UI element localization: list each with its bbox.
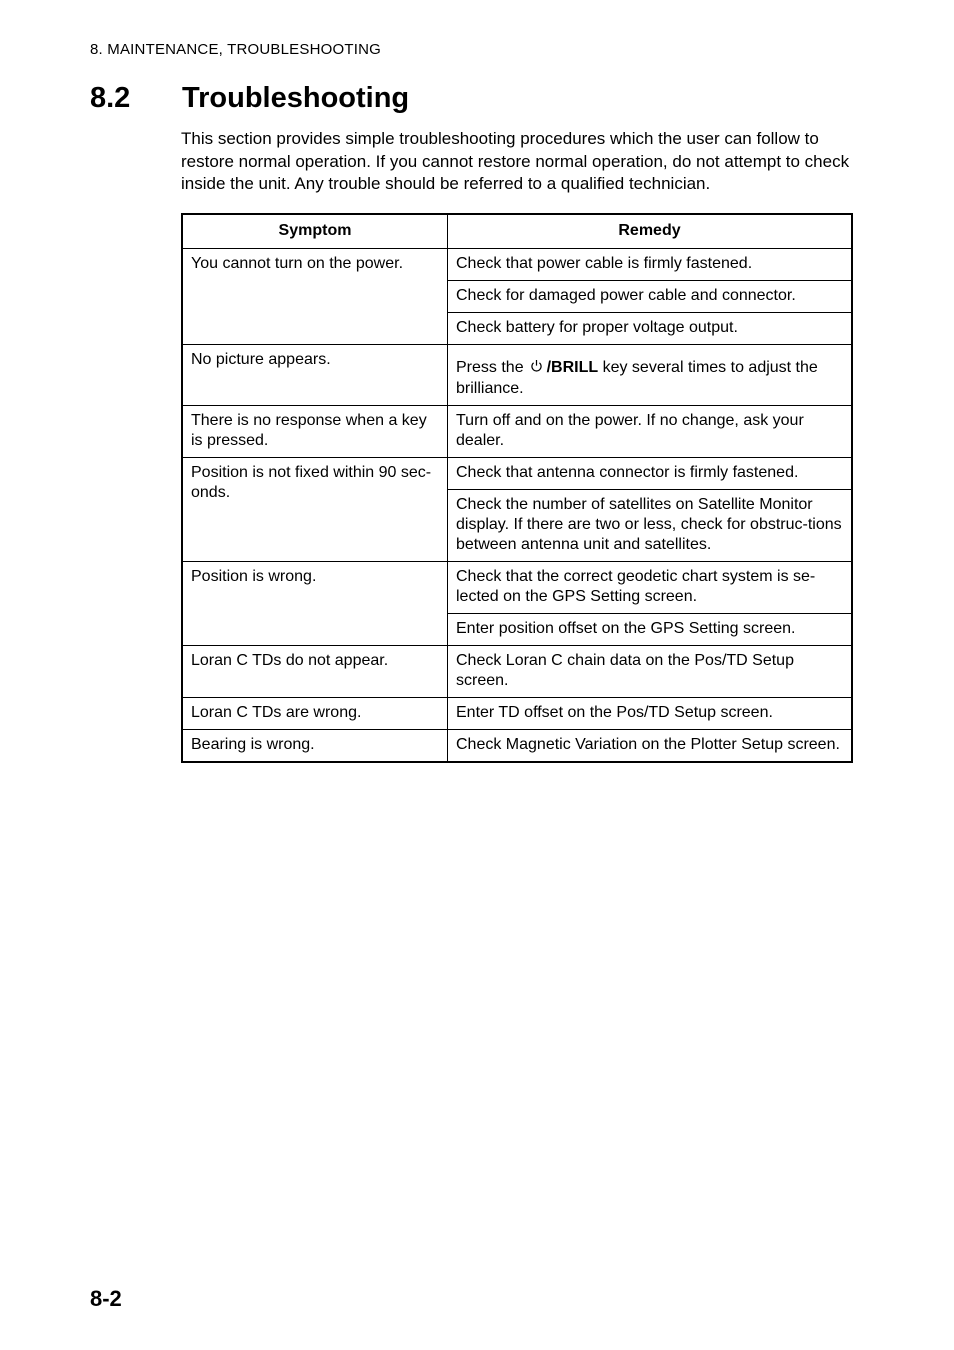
section-number: 8.2: [90, 82, 131, 114]
remedy-cell: Check Magnetic Variation on the Plotter Setup screen.: [448, 730, 853, 763]
remedy-cell: Enter TD offset on the Pos/TD Setup screen.: [448, 698, 853, 730]
symptom-cell: Loran C TDs do not appear.: [182, 646, 448, 698]
troubleshooting-table: [181, 213, 853, 763]
table-row: [182, 345, 852, 406]
remedy-cell: Check that the correct geodetic chart system is se-lected on the GPS Setting screen.: [448, 562, 853, 614]
remedy-cell: Check the number of satellites on Satellite Monitor display. If there are two or less, check for obstruc-tions between antenna unit and satellites.: [448, 490, 853, 562]
remedy-cell: Check Loran C chain data on the Pos/TD Setup screen.: [448, 646, 853, 698]
remedy-cell: [448, 345, 853, 406]
remedy-text: Press the: [456, 359, 524, 376]
remedy-cell: Check that antenna connector is firmly fastened.: [448, 458, 853, 490]
intro-paragraph: This section provides simple troubleshooting procedures which the user can follow to restore normal operation. If you cannot restore normal operation, do not attempt to check inside the unit. Any trouble should be referred to a qualified technician.: [181, 129, 850, 193]
table-row: [182, 730, 852, 763]
symptom-cell: Position is not fixed within 90 sec-onds.: [182, 458, 448, 562]
table-row: [182, 562, 852, 614]
table-row: [182, 646, 852, 698]
brill-key-label: /BRILL: [546, 359, 599, 376]
table-row: [182, 249, 852, 281]
section-heading: [90, 82, 409, 115]
remedy-cell: Turn off and on the power. If no change, ask your dealer.: [448, 406, 853, 458]
remedy-cell: Check battery for proper voltage output.: [448, 313, 853, 345]
symptom-cell: You cannot turn on the power.: [182, 249, 448, 345]
page-number: 8-2: [90, 1286, 122, 1311]
running-header: 8. MAINTENANCE, TROUBLESHOOTING: [90, 41, 381, 58]
table-row: [182, 698, 852, 730]
power-icon: [530, 359, 543, 379]
section-title: Troubleshooting: [182, 82, 410, 114]
table-row: [182, 458, 852, 490]
symptom-column-header: Symptom: [182, 214, 448, 249]
symptom-cell: There is no response when a key is pressed.: [182, 406, 448, 458]
symptom-cell: Bearing is wrong.: [182, 730, 448, 763]
remedy-cell: Enter position offset on the GPS Setting screen.: [448, 614, 853, 646]
table-header-row: [182, 214, 852, 249]
remedy-cell: Check for damaged power cable and connector.: [448, 281, 853, 313]
remedy-cell: Check that power cable is firmly fastened.: [448, 249, 853, 281]
symptom-cell: Loran C TDs are wrong.: [182, 698, 448, 730]
symptom-cell: Position is wrong.: [182, 562, 448, 646]
remedy-text: key several times to adjust the brilliance.: [456, 359, 818, 397]
symptom-cell: No picture appears.: [182, 345, 448, 406]
table-row: [182, 406, 852, 458]
remedy-column-header: Remedy: [448, 214, 853, 249]
